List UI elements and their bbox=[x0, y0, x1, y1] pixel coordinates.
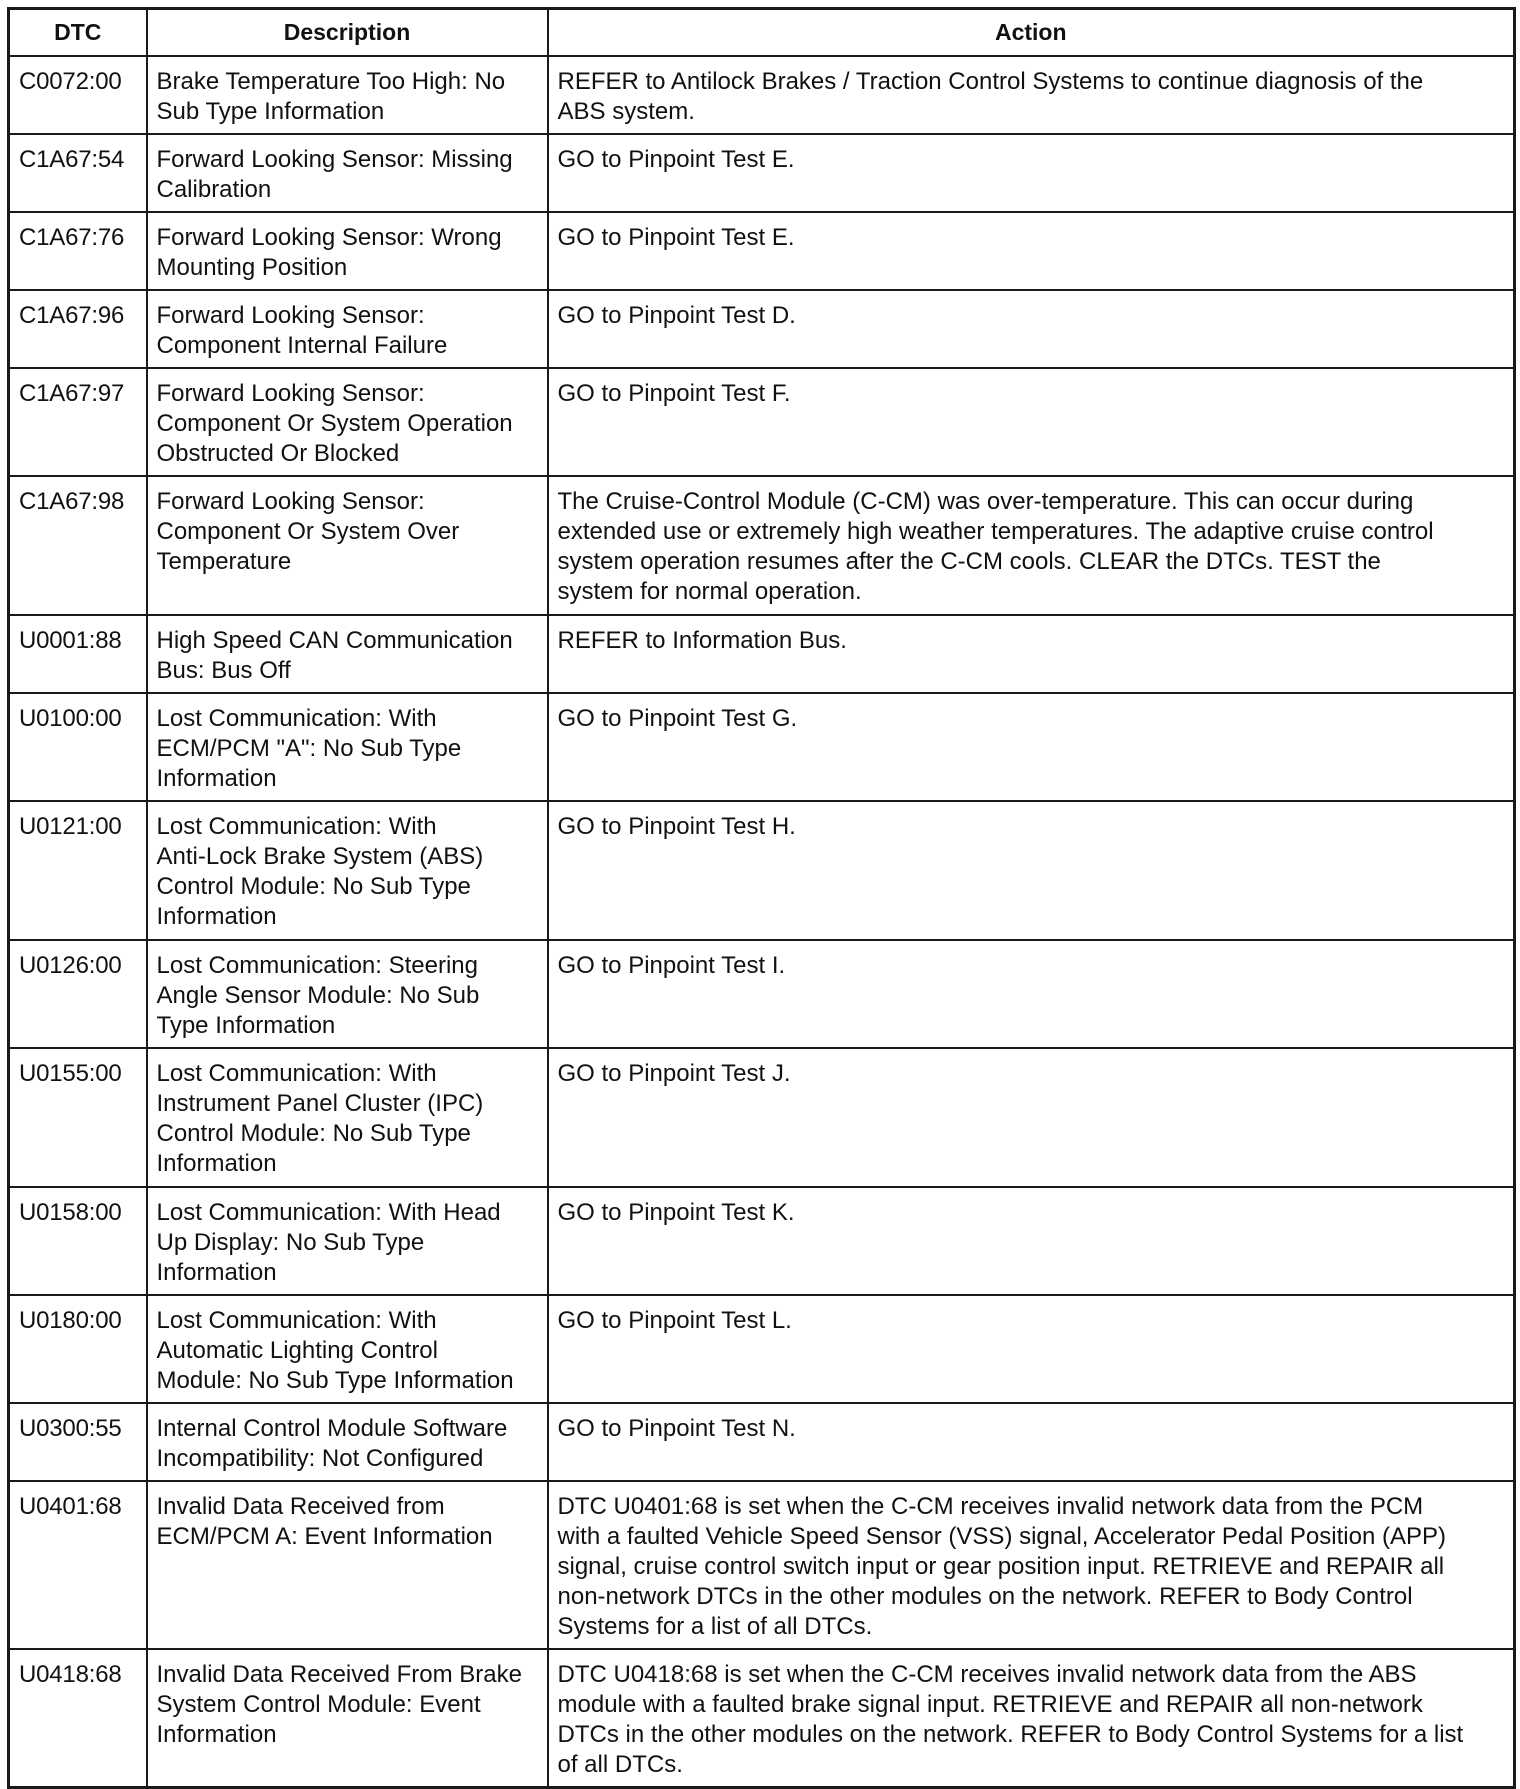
dtc-action: GO to Pinpoint Test J. bbox=[548, 1048, 1515, 1187]
dtc-code: U0126:00 bbox=[9, 940, 147, 1048]
dtc-action: GO to Pinpoint Test G. bbox=[548, 693, 1515, 801]
dtc-code: U0100:00 bbox=[9, 693, 147, 801]
dtc-action: GO to Pinpoint Test F. bbox=[548, 368, 1515, 476]
dtc-action: REFER to Antilock Brakes / Traction Control Systems to continue diagnosis of the ABS system. bbox=[548, 56, 1515, 134]
table-row bbox=[9, 476, 1515, 615]
dtc-code: U0155:00 bbox=[9, 1048, 147, 1187]
dtc-action: GO to Pinpoint Test E. bbox=[548, 134, 1515, 212]
dtc-description: Forward Looking Sensor: Wrong Mounting Position bbox=[147, 212, 548, 290]
dtc-table bbox=[7, 7, 1516, 1789]
table-row bbox=[9, 693, 1515, 801]
table-body bbox=[9, 56, 1515, 1788]
header-dtc: DTC bbox=[9, 9, 147, 57]
dtc-description: Lost Communication: Steering Angle Sensor Module: No Sub Type Information bbox=[147, 940, 548, 1048]
dtc-description: Lost Communication: With Instrument Panel Cluster (IPC) Control Module: No Sub Type Information bbox=[147, 1048, 548, 1187]
dtc-code: C1A67:96 bbox=[9, 290, 147, 368]
dtc-description: Brake Temperature Too High: No Sub Type Information bbox=[147, 56, 548, 134]
table-row bbox=[9, 1649, 1515, 1788]
dtc-description: Forward Looking Sensor: Missing Calibration bbox=[147, 134, 548, 212]
dtc-description: Internal Control Module Software Incompatibility: Not Configured bbox=[147, 1403, 548, 1481]
dtc-action: REFER to Information Bus. bbox=[548, 615, 1515, 693]
dtc-action: DTC U0401:68 is set when the C-CM receives invalid network data from the PCM with a faulted Vehicle Speed Sensor (VSS) signal, Accelerator Pedal Position (APP) signal, cruise control switch input or gear position input. RETRIEVE and REPAIR all non-network DTCs in the other modules on the network. REFER to Body Control Systems for a list of all DTCs. bbox=[548, 1481, 1515, 1649]
table-row bbox=[9, 290, 1515, 368]
table-row bbox=[9, 1048, 1515, 1187]
dtc-action: GO to Pinpoint Test N. bbox=[548, 1403, 1515, 1481]
table-row bbox=[9, 1295, 1515, 1403]
dtc-code: C1A67:97 bbox=[9, 368, 147, 476]
dtc-code: C1A67:76 bbox=[9, 212, 147, 290]
table-row bbox=[9, 368, 1515, 476]
dtc-action: GO to Pinpoint Test I. bbox=[548, 940, 1515, 1048]
dtc-description: Invalid Data Received from ECM/PCM A: Event Information bbox=[147, 1481, 548, 1649]
table-row bbox=[9, 801, 1515, 940]
dtc-description: High Speed CAN Communication Bus: Bus Off bbox=[147, 615, 548, 693]
dtc-action: GO to Pinpoint Test D. bbox=[548, 290, 1515, 368]
table-header-row bbox=[9, 9, 1515, 57]
dtc-code: U0121:00 bbox=[9, 801, 147, 940]
table-row bbox=[9, 56, 1515, 134]
table-row bbox=[9, 212, 1515, 290]
dtc-action: GO to Pinpoint Test K. bbox=[548, 1187, 1515, 1295]
dtc-code: U0401:68 bbox=[9, 1481, 147, 1649]
dtc-action: DTC U0418:68 is set when the C-CM receives invalid network data from the ABS module with a faulted brake signal input. RETRIEVE and REPAIR all non-network DTCs in the other modules on the network. REFER to Body Control Systems for a list of all DTCs. bbox=[548, 1649, 1515, 1788]
dtc-action: GO to Pinpoint Test H. bbox=[548, 801, 1515, 940]
dtc-description: Lost Communication: With Anti-Lock Brake System (ABS) Control Module: No Sub Type Information bbox=[147, 801, 548, 940]
table-row bbox=[9, 1187, 1515, 1295]
dtc-code: U0001:88 bbox=[9, 615, 147, 693]
dtc-description: Invalid Data Received From Brake System Control Module: Event Information bbox=[147, 1649, 548, 1788]
dtc-description: Forward Looking Sensor: Component Internal Failure bbox=[147, 290, 548, 368]
dtc-code: U0300:55 bbox=[9, 1403, 147, 1481]
header-description: Description bbox=[147, 9, 548, 57]
dtc-action: The Cruise-Control Module (C-CM) was over-temperature. This can occur during extended use or extremely high weather temperatures. The adaptive cruise control system operation resumes after the C-CM cools. CLEAR the DTCs. TEST the system for normal operation. bbox=[548, 476, 1515, 615]
table-row bbox=[9, 134, 1515, 212]
dtc-description: Forward Looking Sensor: Component Or System Over Temperature bbox=[147, 476, 548, 615]
dtc-code: U0158:00 bbox=[9, 1187, 147, 1295]
dtc-description: Lost Communication: With ECM/PCM "A": No Sub Type Information bbox=[147, 693, 548, 801]
dtc-code: U0418:68 bbox=[9, 1649, 147, 1788]
table-row bbox=[9, 1403, 1515, 1481]
dtc-code: C1A67:98 bbox=[9, 476, 147, 615]
dtc-document bbox=[7, 7, 1513, 1777]
header-action: Action bbox=[548, 9, 1515, 57]
dtc-description: Lost Communication: With Automatic Lighting Control Module: No Sub Type Information bbox=[147, 1295, 548, 1403]
dtc-description: Lost Communication: With Head Up Display: No Sub Type Information bbox=[147, 1187, 548, 1295]
table-row bbox=[9, 1481, 1515, 1649]
dtc-code: C0072:00 bbox=[9, 56, 147, 134]
table-row bbox=[9, 615, 1515, 693]
dtc-description: Forward Looking Sensor: Component Or System Operation Obstructed Or Blocked bbox=[147, 368, 548, 476]
dtc-action: GO to Pinpoint Test L. bbox=[548, 1295, 1515, 1403]
dtc-code: C1A67:54 bbox=[9, 134, 147, 212]
dtc-code: U0180:00 bbox=[9, 1295, 147, 1403]
table-row bbox=[9, 940, 1515, 1048]
dtc-action: GO to Pinpoint Test E. bbox=[548, 212, 1515, 290]
